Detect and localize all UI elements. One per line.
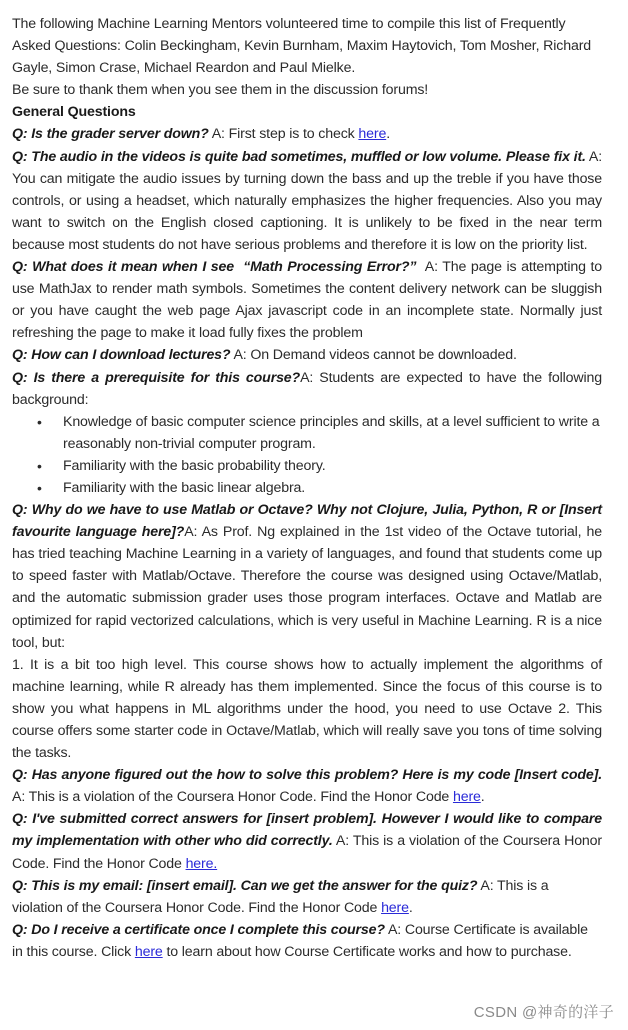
intro-thanks: Be sure to thank them when you see them in the discussion forums! bbox=[12, 82, 429, 99]
faq-answer-continued: 1. It is a bit too high level. This course shows how to actually implement the algorithms of machine learning, while R already has them implemented. Since the focus of this course is to show you what happens in ML algorithms under the hood, you need to use Octave 2. This course offers some starter code in Octave/Matlab, which will really save you tons of time solving the tasks. bbox=[12, 656, 602, 762]
list-item: • Familiarity with the basic probability theory. bbox=[63, 455, 602, 477]
faq-answer: A: You can mitigate the audio issues by turning down the bass and up the treble if you have those controls, or using a headset, which naturally emphasizes the higher frequencies. Also you may want to switch on the English closed captioning. It is unlikely to be fixed in the near term because most students do not have serious problems and therefore it is low on the priority list. bbox=[12, 148, 602, 253]
faq-answer: A: Course Certificate is available in this course. Click bbox=[12, 921, 588, 960]
faq-answer: A: The page is attempting to use MathJax to render math symbols. Sometimes the content delivery network can be sluggish or you have caught the web page Ajax javascript code in an incomplete state. Normally just refreshing the page to make it load fully fixes the problem bbox=[12, 259, 606, 342]
faq-answer: A: As Prof. Ng explained in the 1st video of the Octave tutorial, he has tried teaching Machine Learning in a variety of languages, and found that students come up to speed faster with Matlab/Octave. Therefore the course was designed using Octave/Matlab, and the automatic submission grader uses those program interfaces. Octave and Matlab are optimized for rapid vectorized calculations, which is very useful in Machine Learning. R is a nice tool, but: bbox=[12, 524, 602, 651]
faq-question: Q: I've submitted correct answers for [insert problem]. However I would like to compare my implementation with other who did correctly. bbox=[12, 811, 602, 850]
faq-item bbox=[12, 256, 606, 344]
faq-answer: A: First step is to check bbox=[208, 126, 359, 143]
faq-document bbox=[12, 13, 606, 963]
faq-answer: A: This is a violation of the Coursera Honor Code. Find the Honor Code bbox=[12, 877, 549, 916]
faq-item bbox=[12, 367, 602, 411]
intro-mentors: The following Machine Learning Mentors volunteered time to compile this list of Frequently Asked Questions: Colin Beckingham, Kevin Burnham, Maxim Haytovich, Tom Mosher, Richard Gayle, Simon Crase, Michael Reardon and Paul Mielke. bbox=[12, 16, 592, 77]
faq-question: Q: Has anyone figured out the how to solve this problem? Here is my code [Insert code]. bbox=[12, 767, 602, 784]
honor-code-link[interactable]: here. bbox=[185, 855, 218, 872]
faq-answer: A: Students are expected to have the following background: bbox=[12, 369, 602, 408]
faq-answer-tail: . bbox=[408, 899, 413, 916]
faq-question: Q: Why do we have to use Matlab or Octave? Why not Clojure, Julia, Python, R or [Insert favourite language here]? bbox=[12, 502, 602, 541]
honor-code-link[interactable]: here bbox=[452, 789, 481, 806]
faq-answer: A: On Demand videos cannot be downloaded. bbox=[230, 347, 517, 364]
course-certificate-link[interactable]: here bbox=[134, 943, 163, 960]
list-item: • Knowledge of basic computer science principles and skills, at a level sufficient to write a reasonably non-trivial computer program. bbox=[63, 411, 602, 455]
faq-question: Q: This is my email: [insert email]. Can we get the answer for the quiz? bbox=[12, 877, 478, 894]
section-heading: General Questions bbox=[12, 104, 136, 121]
faq-item bbox=[12, 123, 602, 145]
faq-item bbox=[12, 919, 602, 963]
faq-question: Q: Do I receive a certificate once I complete this course? bbox=[12, 921, 385, 938]
list-item: • Familiarity with the basic linear algebra. bbox=[63, 477, 602, 499]
grader-status-link[interactable]: here bbox=[358, 126, 387, 143]
faq-answer-tail: . bbox=[480, 789, 485, 806]
prerequisite-list bbox=[12, 411, 602, 499]
faq-question: Q: How can I download lectures? bbox=[12, 347, 231, 364]
honor-code-link[interactable]: here bbox=[381, 899, 409, 916]
faq-item bbox=[12, 344, 602, 366]
faq-item bbox=[12, 808, 602, 874]
faq-answer: A: This is a violation of the Coursera Honor Code. Find the Honor Code bbox=[12, 833, 602, 872]
faq-question: Q: Is there a prerequisite for this course? bbox=[12, 369, 301, 386]
faq-item bbox=[12, 146, 602, 256]
faq-question: Q: What does it mean when I see “Math Processing Error?” bbox=[12, 259, 417, 276]
faq-answer-tail: . bbox=[386, 126, 390, 143]
faq-question: Q: Is the grader server down? bbox=[12, 126, 209, 143]
faq-item bbox=[12, 764, 602, 808]
faq-item bbox=[12, 875, 602, 919]
faq-answer: A: This is a violation of the Coursera Honor Code. Find the Honor Code bbox=[12, 789, 453, 806]
faq-question: Q: The audio in the videos is quite bad sometimes, muffled or low volume. Please fix it. bbox=[12, 148, 586, 165]
csdn-watermark: CSDN @神奇的洋子 bbox=[473, 1004, 614, 1021]
faq-answer-tail: to learn about how Course Certificate works and how to purchase. bbox=[162, 943, 572, 960]
faq-item bbox=[12, 499, 602, 654]
